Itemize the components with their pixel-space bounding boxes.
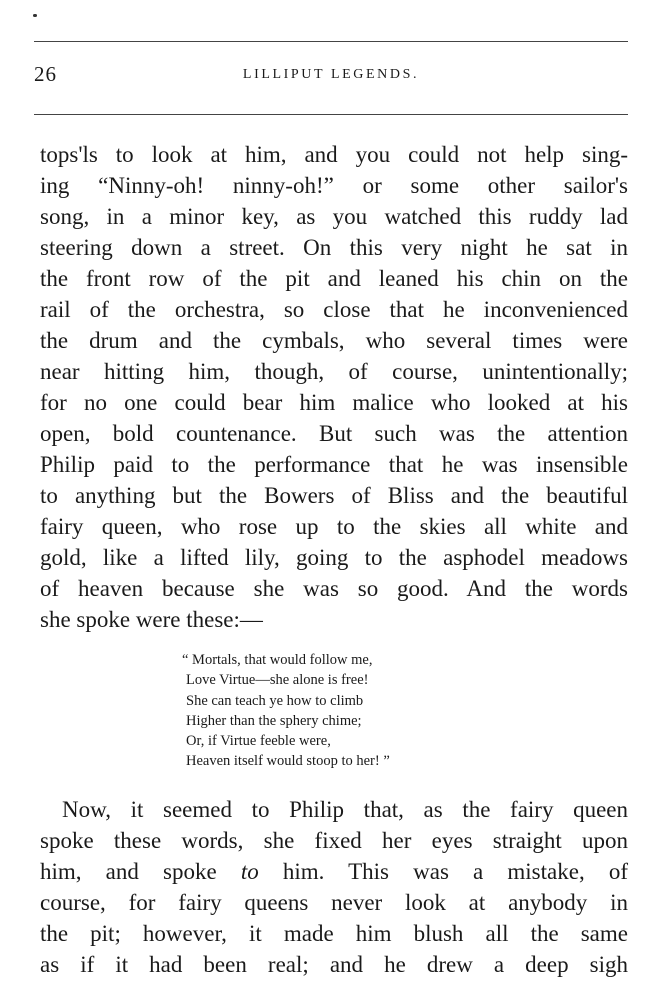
text-line: of heaven because she was so good. And the words bbox=[40, 576, 628, 601]
text-line: as if it had been real; and he drew a deep sigh bbox=[40, 952, 628, 977]
text-line: spoke these words, she fixed her eyes straight upon bbox=[40, 828, 628, 853]
running-title: LILLIPUT LEGENDS. bbox=[242, 67, 420, 82]
text-line: rail of the orchestra, so close that he inconvenienced bbox=[40, 297, 628, 322]
italic-word: to bbox=[240, 859, 259, 884]
text-line: she spoke were these:— bbox=[40, 607, 263, 632]
text-line: the drum and the cymbals, who several times were bbox=[40, 328, 628, 353]
text-line: the front row of the pit and leaned his chin on the bbox=[40, 266, 628, 291]
verse-block bbox=[182, 650, 390, 772]
running-head bbox=[34, 62, 628, 92]
text-line: near hitting him, though, of course, unintentionally; bbox=[40, 359, 628, 384]
text-line: the pit; however, it made him blush all the same bbox=[40, 921, 628, 946]
text-line: to anything but the Bowers of Bliss and the beautiful bbox=[40, 483, 628, 508]
verse-line: Higher than the sphery chime; bbox=[186, 712, 362, 729]
text-line: Now, it seemed to Philip that, as the fairy queen bbox=[62, 797, 628, 822]
ink-speck bbox=[33, 14, 37, 17]
text-line: for no one could bear him malice who looked at his bbox=[40, 390, 628, 415]
verse-line: Heaven itself would stoop to her! ” bbox=[186, 753, 390, 770]
header-top-rule bbox=[34, 41, 628, 42]
header-bottom-rule bbox=[34, 114, 628, 115]
text-segment: him, and spoke bbox=[40, 859, 241, 884]
text-line: fairy queen, who rose up to the skies all white and bbox=[40, 514, 628, 539]
verse-line: She can teach ye how to climb bbox=[186, 692, 364, 709]
verse-line: “ Mortals, that would follow me, bbox=[182, 652, 373, 668]
text-line: open, bold countenance. But such was the attention bbox=[40, 421, 628, 446]
text-segment: him. This was a mistake, of bbox=[258, 859, 628, 884]
text-line: ing “Ninny-oh! ninny-oh!” or some other sailor's bbox=[40, 173, 628, 198]
page-number: 26 bbox=[34, 62, 57, 86]
text-line: Philip paid to the performance that he was insensible bbox=[40, 452, 628, 477]
text-line: tops'ls to look at him, and you could not help sing- bbox=[40, 142, 628, 167]
text-line: course, for fairy queens never look at anybody in bbox=[40, 890, 628, 915]
text-line: gold, like a lifted lily, going to the asphodel meadows bbox=[40, 545, 628, 570]
text-line: steering down a street. On this very night he sat in bbox=[40, 235, 628, 260]
text-line bbox=[40, 857, 628, 887]
verse-line: Love Virtue—she alone is free! bbox=[186, 672, 369, 689]
verse-line: Or, if Virtue feeble were, bbox=[186, 733, 331, 750]
text-line: song, in a minor key, as you watched this ruddy lad bbox=[40, 204, 628, 229]
